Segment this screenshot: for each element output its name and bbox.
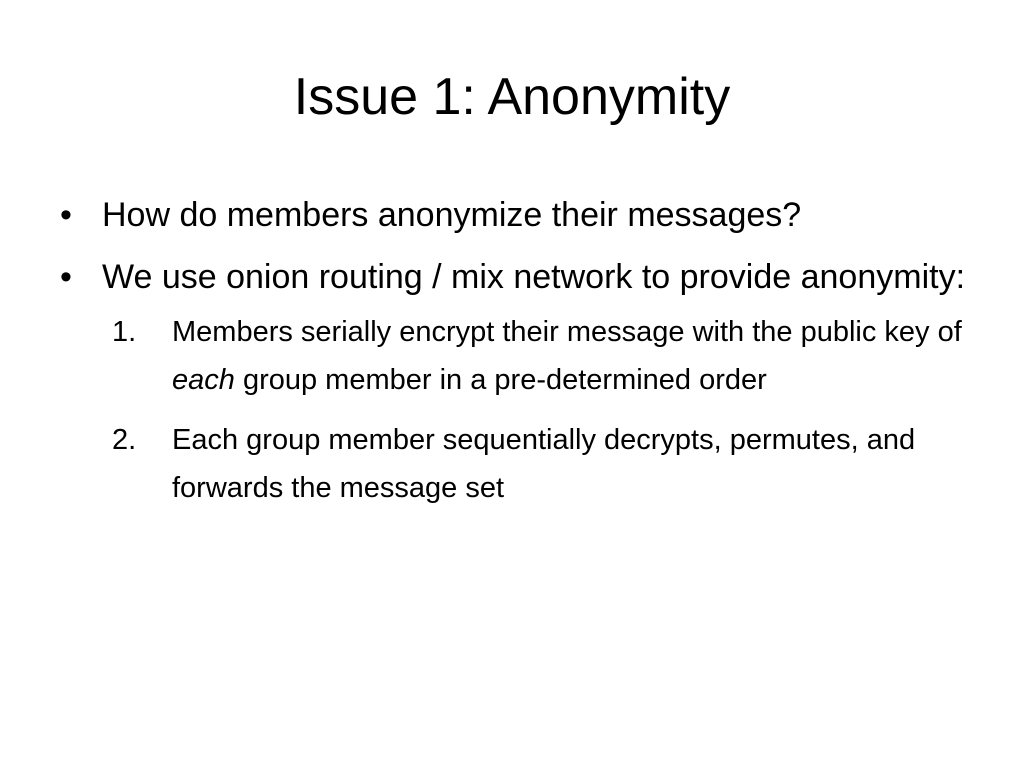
- bullet-text: We use onion routing / mix network to provide anonymity:: [102, 258, 966, 296]
- numbered-text-part: Members serially encrypt their message with the public key of: [172, 316, 962, 348]
- number-marker: 2.: [112, 424, 137, 456]
- numbered-list: [102, 308, 990, 512]
- numbered-text-part: group member in a pre-determined order: [234, 364, 767, 396]
- numbered-item-2: [102, 416, 990, 512]
- bullet-text: How do members anonymize their messages?: [102, 196, 802, 234]
- number-marker: 1.: [112, 316, 137, 348]
- bullet-marker: •: [60, 258, 72, 296]
- slide-title: Issue 1: Anonymity: [293, 68, 731, 126]
- numbered-text: Each group member sequentially decrypts, permutes, and forwards the message set: [172, 424, 916, 504]
- emphasized-word: each: [172, 364, 235, 396]
- bullet-marker: •: [60, 196, 72, 234]
- numbered-item-1: [102, 308, 990, 404]
- bullet-item-2: [60, 250, 990, 512]
- bullet-list: [60, 188, 990, 524]
- bullet-item-1: [60, 188, 990, 242]
